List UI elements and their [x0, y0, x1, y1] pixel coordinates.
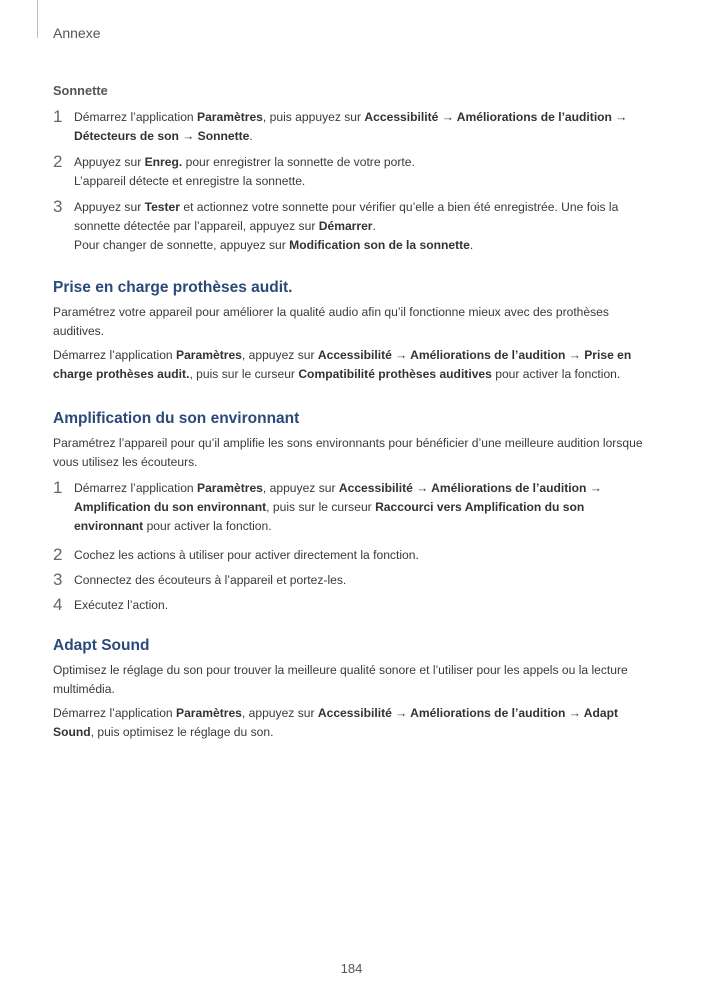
step-number: 3: [53, 197, 63, 216]
section-heading-adapt-sound: Adapt Sound: [53, 637, 150, 654]
menu-path-bold: Accessibilité → Améliorations de l’audition → Détecteurs de son → Sonnette: [74, 110, 628, 143]
amplification-step-4: [53, 596, 653, 615]
step-text-part: , appuyez sur: [262, 481, 339, 495]
text-part: , puis optimisez le réglage du son.: [90, 725, 274, 739]
step-text-part: , puis sur le curseur: [266, 500, 376, 514]
section-heading-protheses: Prise en charge prothèses audit.: [53, 279, 293, 296]
step-text: [74, 108, 653, 146]
section-instructions: [53, 346, 653, 384]
step-text: [74, 479, 653, 536]
step-text: Connectez des écouteurs à l’appareil et portez-les.: [74, 573, 347, 587]
menu-path-bold: Accessibilité → Améliorations de l’audition → Prise en charge prothèses audit.: [53, 348, 632, 381]
menu-item-bold: Modification son de la sonnette: [289, 238, 470, 252]
switch-name-bold: Compatibilité prothèses auditives: [298, 367, 492, 381]
step-text-part: .: [372, 219, 376, 233]
step-text: [74, 198, 653, 236]
menu-path-bold: Accessibilité → Améliorations de l’audition → Adapt Sound: [53, 706, 619, 739]
sonnette-step-1: [53, 108, 653, 146]
step-text: Exécutez l’action.: [74, 598, 169, 612]
step-text-part: pour activer la fonction.: [143, 519, 272, 533]
text-part: pour activer la fonction.: [491, 367, 621, 381]
step-text-part: Démarrez l’application: [74, 481, 198, 495]
text-part: , appuyez sur: [241, 348, 318, 362]
page-number: 184: [340, 961, 363, 976]
amplification-step-3: [53, 571, 653, 590]
text-part: , puis sur le curseur: [189, 367, 299, 381]
step-text-part: Appuyez sur: [74, 155, 145, 169]
text-part: Démarrez l’application: [53, 706, 177, 720]
menu-path-bold: Paramètres: [176, 348, 242, 362]
step-text-part: Pour changer de sonnette, appuyez sur: [74, 238, 290, 252]
step-text: [74, 153, 653, 172]
button-name-bold: Tester: [144, 200, 180, 214]
section-paragraph: Optimisez le réglage du son pour trouver la meilleure qualité sonore et l’utiliser pour les appels ou la lecture multimédia.: [53, 663, 628, 696]
sonnette-step-3: [53, 198, 653, 255]
page-header: Annexe: [53, 25, 101, 41]
subsection-label-sonnette: Sonnette: [53, 83, 108, 98]
section-instructions: [53, 704, 653, 742]
section-paragraph: Paramétrez l’appareil pour qu’il amplifie les sons environnants pour bénéficier d’une meilleure audition lorsque vous utilisez les écouteurs.: [53, 436, 643, 469]
menu-path-bold: Accessibilité → Améliorations de l’audition → Amplification du son environnant: [74, 481, 602, 514]
button-name-bold: Enreg.: [144, 155, 183, 169]
step-number: 2: [53, 152, 63, 171]
switch-name-bold: Raccourci vers Amplification du son environnant: [74, 500, 585, 533]
header-rule: [37, 0, 38, 38]
step-text: Cochez les actions à utiliser pour activer directement la fonction.: [74, 548, 419, 562]
amplification-step-2: [53, 546, 653, 565]
step-text-part: .: [249, 129, 253, 143]
step-text-part: , puis appuyez sur: [262, 110, 365, 124]
amplification-step-1: [53, 479, 653, 536]
step-note: L’appareil détecte et enregistre la sonnette.: [74, 174, 306, 188]
step-text-part: et actionnez votre sonnette pour vérifier qu’elle a bien été enregistrée. Une fois la sonnette détectée par l’appareil, appuyez sur: [74, 200, 619, 233]
step-number: 4: [53, 595, 63, 614]
step-number: 1: [53, 478, 63, 497]
step-text-part: .: [469, 238, 474, 252]
step-body: [74, 198, 653, 255]
menu-path-bold: Paramètres: [176, 706, 242, 720]
section-paragraph: Paramétrez votre appareil pour améliorer la qualité audio afin qu’il fonctionne mieux avec des prothèses auditives.: [53, 305, 609, 338]
step-text-part: pour enregistrer la sonnette de votre porte.: [182, 155, 415, 169]
step-text-part: Démarrez l’application: [74, 110, 198, 124]
button-name-bold: Démarrer: [318, 219, 373, 233]
step-number: 2: [53, 545, 63, 564]
step-text-part: Appuyez sur: [74, 200, 145, 214]
text-part: Démarrez l’application: [53, 348, 177, 362]
step-body: [74, 153, 653, 191]
text-part: , appuyez sur: [241, 706, 318, 720]
sonnette-step-2: [53, 153, 653, 191]
step-note: [74, 236, 653, 255]
page-content: [53, 83, 653, 742]
step-number: 1: [53, 107, 63, 126]
menu-path-bold: Paramètres: [197, 110, 263, 124]
menu-path-bold: Paramètres: [197, 481, 263, 495]
section-heading-amplification: Amplification du son environnant: [53, 410, 300, 427]
step-number: 3: [53, 570, 63, 589]
